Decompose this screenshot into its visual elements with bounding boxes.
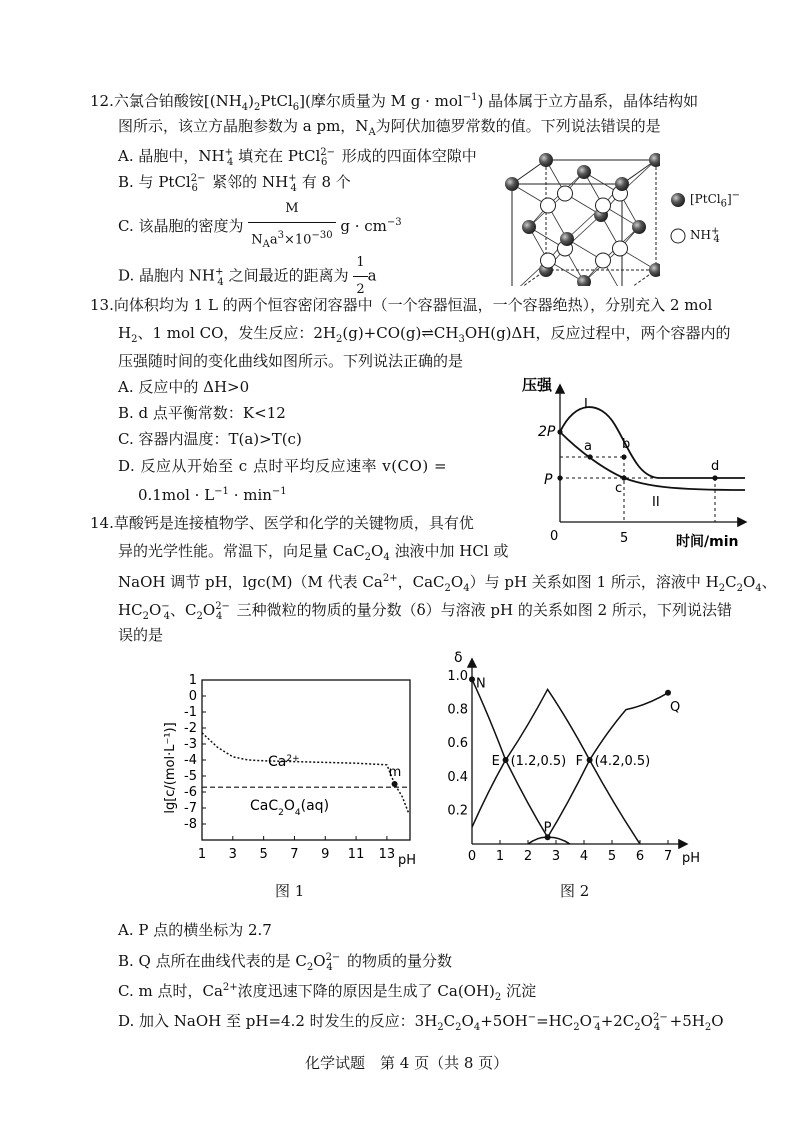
fig2-x-tick: 2: [523, 849, 533, 864]
fig2-point-q: [665, 690, 671, 696]
fig2-label-f: F: [575, 754, 584, 769]
x-axis-label: 时间/min: [676, 534, 739, 550]
label-curve-ii: II: [652, 495, 660, 510]
q14-option-c: C. m 点时，$Ca^{2+}$浓度迅速下降的原因是生成了 $Ca(OH)_2$ 沉淀: [118, 982, 537, 1003]
ptcl6-atom: [632, 220, 646, 234]
nh4-atom: [596, 253, 611, 268]
fig2-x-tick: 6: [635, 849, 645, 864]
q12-option-d: D. 晶胞内 $NH^+_4$ 之间最近的距离为 $\frac{1}{2}$ a: [118, 250, 377, 303]
fig1-x-tick: 1: [197, 847, 207, 862]
q12-option-a: A. 晶胞中，$NH^+_4$ 填充在 PtCl$^{2-}_6$ 形成的四面体空隙中: [118, 147, 477, 168]
fig2-x-tick: 7: [663, 849, 673, 864]
fig2-x-tick: 1: [495, 849, 505, 864]
fig2-x-tick: 3: [551, 849, 561, 864]
fig1-x-tick: 3: [228, 847, 237, 862]
q12-line2: 图所示，该立方晶胞参数为 a pm，$N_A$为阿伏加德罗常数的值。下列说法错误的是: [118, 117, 661, 138]
ptcl6-legend-icon: [668, 190, 688, 210]
ptcl6-atom: [522, 220, 536, 234]
fig2-label-n: N: [476, 676, 486, 692]
ptcl6-atom: [577, 165, 591, 179]
q13-option-b: B. d 点平衡常数：K<12: [118, 404, 286, 422]
fig1-x-tick: 13: [378, 847, 396, 862]
crystal-cell-diagram: [500, 130, 660, 286]
fig2-y-tick: 1.0: [447, 669, 468, 684]
ptcl6-atom: [560, 232, 574, 246]
q14-line5: 误的是: [118, 626, 164, 644]
nh4-atom: [558, 186, 573, 201]
fig1-legend-ca: $Ca^{2+}$: [268, 754, 300, 770]
fig2-y-tick: 0.6: [447, 736, 468, 752]
label-a: a: [584, 439, 592, 454]
point-b: [621, 454, 626, 459]
ptcl6-atom: [615, 177, 629, 191]
nh4-atom: [613, 241, 628, 256]
fig1-x-label: pH: [398, 853, 417, 868]
nh4-legend-icon: [668, 226, 688, 246]
x-tick-5: 5: [620, 531, 629, 546]
y-tick-2p: 2P: [538, 424, 556, 440]
label-d: d: [711, 459, 720, 474]
ptcl6-atom: [649, 263, 660, 277]
fig1-x-tick: 5: [259, 847, 268, 862]
label-c: c: [615, 481, 623, 496]
q12-option-c: C. 该晶胞的密度为 $\frac{M}{N_Aa^3\times 10^{-30}}$ $g \cdot cm^{-3}$: [118, 196, 402, 258]
q14-line1: 14.草酸钙是连接植物学、医学和化学的关键物质，具有优: [90, 514, 474, 532]
fig1-y-tick: -1: [184, 705, 197, 720]
fig2-x-tick: 4: [579, 849, 589, 864]
figure-2-chart: [446, 650, 716, 870]
fig2-point-f: [587, 757, 593, 763]
figure-1-chart: [160, 668, 430, 868]
point-c: [621, 475, 626, 480]
point-a: [587, 454, 592, 459]
fig2-y-label: δ: [454, 650, 463, 666]
ptcl6-legend-label: [PtCl$_6$]−: [690, 190, 741, 210]
q13-line2: $H_2$、1 mol CO，发生反应：$2H_2(g)+CO(g)\rightleftharpoons CH_3OH(g)\Delta H$，反应过程中，两个容器内的: [118, 324, 731, 345]
fig1-y-tick: -3: [184, 737, 197, 752]
fig1-y-tick: 1: [188, 673, 197, 688]
q13-line3: 压强随时间的变化曲线如图所示。下列说法正确的是: [118, 352, 464, 370]
fig1-y-tick: -6: [184, 785, 197, 800]
fig1-x-tick: 11: [347, 847, 365, 862]
fig1-y-tick: -4: [184, 753, 197, 768]
fig2-point-n: [469, 676, 475, 682]
pressure-time-chart: [520, 370, 752, 550]
density-fraction: $\frac{M}{N_Aa^3\times 10^{-30}}$: [248, 196, 335, 258]
q14-option-d: D. 加入 NaOH 至 pH=4.2 时发生的反应：$3H_2C_2O_4+5OH^-=HC_2O^-_4+2C_2O^{2-}_4 +5H_2O$: [118, 1012, 724, 1033]
fig1-frame: [202, 680, 410, 840]
q14-line3: NaOH 调节 pH，lgc(M)（M 代表 $Ca^{2+}$，$CaC_2O_4$）与 pH 关系如图 1 所示，溶液中 $H_2C_2O_4$、: [118, 573, 777, 594]
fig1-point-m: [392, 781, 398, 787]
fig2-x-tick: 0: [467, 849, 477, 864]
fig1-y-tick: -7: [184, 801, 197, 816]
y-tick-p: P: [544, 472, 553, 488]
fig2-y-tick: 0.4: [447, 769, 468, 785]
nh4-atom: [541, 253, 556, 268]
q12-line1: 12.六氯合铂酸铵$[(NH_4)_2PtCl_6]$(摩尔质量为 M g · mol$^{-1}$) 晶体属于立方晶系，晶体结构如: [90, 92, 699, 113]
fig1-x-tick: 7: [290, 847, 299, 862]
label-b: b: [622, 437, 631, 452]
label-curve-i: I: [584, 397, 588, 412]
ptcl6-atom: [539, 153, 553, 167]
q14-option-b: B. Q 点所在曲线代表的是 $C_2O^{2-}_4$ 的物质的量分数: [118, 952, 453, 973]
q14-line4: $HC_2O^-_4$、$C_2O^{2-}_4$ 三种微粒的物质的量分数（δ）与溶液 pH 的关系如图 2 所示，下列说法错: [118, 601, 732, 622]
fig2-point-e: [503, 757, 509, 763]
y-axis-label: 压强: [522, 376, 553, 394]
nh4-atom: [596, 198, 611, 213]
nh4-atom: [541, 198, 556, 213]
q13-option-c: C. 容器内温度：T(a)>T(c): [118, 430, 302, 448]
fig2-y-tick: 0.8: [447, 702, 468, 718]
fig1-legend-cac2o4: $CaC_2O_4(aq)$: [250, 798, 330, 818]
q12-option-b: B. 与 PtCl$^{2-}_6$ 紧邻的 $NH^+_4$ 有 8 个: [118, 173, 351, 194]
fig2-y-tick: 0.2: [447, 803, 468, 819]
fig1-y-label: lg[c/(mol·L⁻¹)]: [163, 722, 178, 814]
q13-line1: 13.向体积均为 1 L 的两个恒容密闭容器中（一个容器恒温，一个容器绝热），分别充入 2 mol: [90, 296, 713, 314]
fig1-y-tick: -8: [184, 817, 197, 832]
nh4-legend-label: $NH^+_4$: [690, 226, 720, 246]
q13-option-d-cont: $0.1mol \cdot L^{-1} \cdot \min^{-1}$: [138, 486, 287, 504]
fig1-y-tick: -2: [184, 721, 197, 736]
fig2-label-e: E: [491, 754, 500, 769]
q14-option-a: A. P 点的横坐标为 2.7: [118, 921, 272, 939]
fig1-x-tick: 9: [321, 847, 330, 862]
fig2-label-q: Q: [670, 699, 681, 715]
fig2-coord-e: (1.2,0.5): [510, 754, 567, 769]
fig2-x-label: pH: [682, 851, 701, 866]
fig2-label-p: P: [543, 820, 552, 836]
fig2-coord-f: (4.2,0.5): [594, 754, 651, 769]
figure-2-caption: 图 2: [560, 882, 590, 900]
q14-line2: 异的光学性能。常温下，向足量 $CaC_2O_4$ 浊液中加 HCl 或: [118, 542, 509, 563]
q13-option-d: D. 反应从开始至 c 点时平均反应速率 v(CO) =: [118, 457, 448, 475]
q13-option-a: A. 反应中的 ΔH>0: [118, 378, 250, 396]
page-footer: 化学试题 第 4 页（共 8 页）: [305, 1054, 509, 1072]
fig1-label-m: m: [388, 765, 402, 780]
fig2-x-tick: 5: [607, 849, 617, 864]
fig1-y-tick: -5: [184, 769, 197, 784]
figure-1-caption: 图 1: [275, 882, 305, 900]
point-d: [712, 475, 717, 480]
origin-label: 0: [550, 529, 559, 544]
fig1-y-tick: 0: [188, 689, 197, 704]
ptcl6-atom: [505, 177, 519, 191]
